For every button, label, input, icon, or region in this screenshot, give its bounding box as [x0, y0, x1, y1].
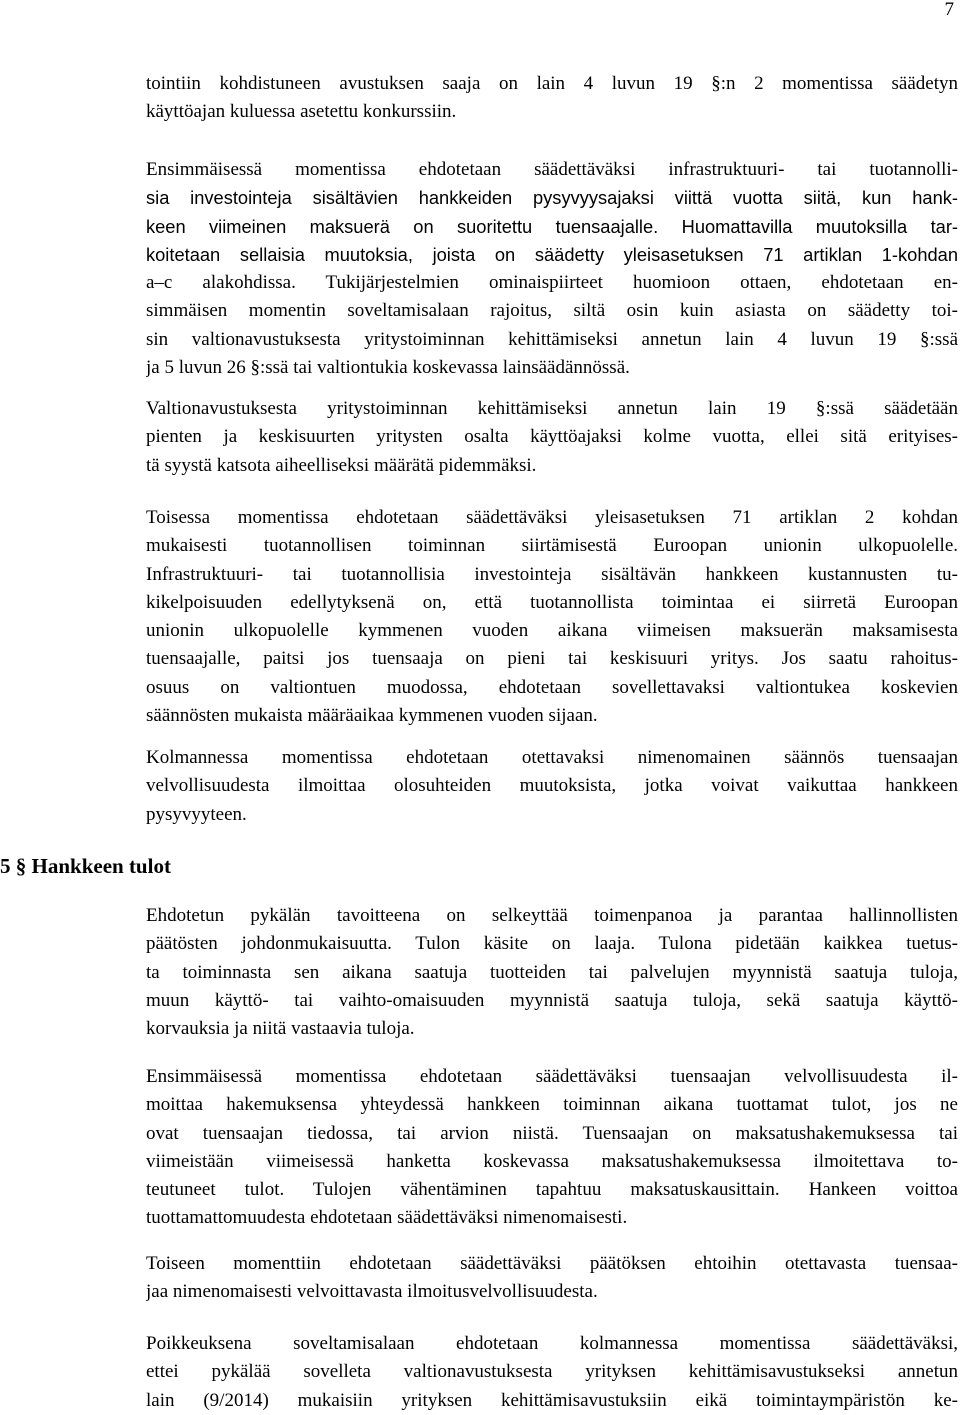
text-line: koitetaan sellaisia muutoksia, joista on säädetty yleisasetuksen 71 artiklan 1-kohdan: [146, 243, 958, 265]
text-line: ovat tuensaajan tiedossa, tai arvion niistä. Tuensaajan on maksatushakemuksessa tai: [146, 1122, 958, 1144]
text-line: käyttöajan kuluessa asetettu konkurssiin.: [146, 101, 457, 123]
text-line: Ehdotetun pykälän tavoitteena on selkeyttää toimenpanoa ja parantaa hallinnollisten: [146, 905, 958, 926]
page-number: 7: [944, 0, 954, 20]
text-line: osuus on valtiontuen muodossa, ehdotetaan sovellettavaksi valtiontukea koskevien: [146, 676, 958, 698]
text-line: Toiseen momenttiin ehdotetaan säädettäväksi päätöksen ehtoihin otettavasta tuensaa-: [146, 1253, 958, 1274]
text-line: Poikkeuksena soveltamisalaan ehdotetaan kolmannessa momentissa säädettäväksi,: [146, 1333, 958, 1354]
text-line: velvollisuudesta ilmoittaa olosuhteiden muutoksista, jotka voivat vaikuttaa hankkeen: [146, 775, 958, 797]
text-line: sin valtionavustuksesta yritystoiminnan kehittämiseksi annetun lain 4 luvun 19 §:ssä: [146, 328, 958, 350]
text-line: tuensaajalle, paitsi jos tuensaaja on pieni tai keskisuuri yritys. Jos saatu rahoitus-: [146, 648, 958, 670]
text-line: Ensimmäisessä momentissa ehdotetaan säädettäväksi infrastruktuuri- tai tuotannolli-: [146, 159, 958, 180]
text-line: säännösten mukaista määräaikaa kymmenen vuoden sijaan.: [146, 705, 598, 727]
paragraph-4: [146, 504, 958, 730]
text-line: Toisessa momentissa ehdotetaan säädettäväksi yleisasetuksen 71 artiklan 2 kohdan: [146, 507, 958, 528]
text-line: simmäisen momentin soveltamisalaan rajoitus, siltä osin kuin asiasta on säädetty toi-: [146, 300, 958, 322]
text-line: tointiin kohdistuneen avustuksen saaja on lain 4 luvun 19 §:n 2 momentissa säädetyn: [146, 73, 958, 94]
text-line: lain (9/2014) mukaisiin yrityksen kehittämisavustuksiin eikä toimintaympäristön ke-: [146, 1389, 958, 1411]
text-line: tä syystä katsota aiheelliseksi määrätä pidemmäksi.: [146, 454, 537, 476]
text-line: moittaa hakemuksensa yhteydessä hankkeen toiminnan aikana tuottamat tulot, jos ne: [146, 1094, 958, 1116]
text-line: Infrastruktuuri- tai tuotannollisia investointeja sisältävän hankkeen kustannusten tu-: [146, 563, 958, 585]
paragraph-2: [146, 156, 958, 382]
text-line: viimeistään viimeisessä hanketta koskevassa maksatushakemuksessa ilmoitettava to-: [146, 1150, 958, 1172]
paragraph-6: [146, 902, 958, 1043]
section-heading: 5 § Hankkeen tulot: [0, 854, 171, 878]
text-line: korvauksia ja niitä vastaavia tuloja.: [146, 1018, 415, 1040]
text-line: mukaisesti tuotannollisen toiminnan siirtämisestä Euroopan unionin ulkopuolelle.: [146, 535, 958, 557]
text-line: Kolmannessa momentissa ehdotetaan otettavaksi nimenomainen säännös tuensaajan: [146, 747, 958, 768]
text-line: muun käyttö- tai vaihto-omaisuuden myynnistä saatuja tuloja, sekä saatuja käyttö-: [146, 989, 958, 1011]
text-line: Ensimmäisessä momentissa ehdotetaan säädettäväksi tuensaajan velvollisuudesta il-: [146, 1066, 958, 1087]
text-line: jaa nimenomaisesti velvoittavasta ilmoitusvelvollisuudesta.: [146, 1281, 598, 1303]
text-line: keen viimeinen maksuerä on suoritettu tuensaajalle. Huomattavilla muutoksilla tar-: [146, 215, 958, 237]
paragraph-1: [146, 70, 958, 127]
text-line: päätösten johdonmukaisuutta. Tulon käsite on laaja. Tulona pidetään kaikkea tuetus-: [146, 933, 958, 955]
text-line: ja 5 luvun 26 §:ssä tai valtiontukia koskevassa lainsäädännössä.: [146, 357, 630, 379]
text-line: sia investointeja sisältävien hankkeiden pysyvyysajaksi viittä vuotta siitä, kun hank-: [146, 187, 958, 209]
text-line: pienten ja keskisuurten yritysten osalta käyttöajaksi kolme vuotta, ellei sitä erityises-: [146, 426, 958, 448]
text-line: unionin ulkopuolelle kymmenen vuoden aikana viimeisen maksuerän maksamisesta: [146, 620, 958, 642]
text-line: tuottamattomuudesta ehdotetaan säädettäväksi nimenomaisesti.: [146, 1207, 628, 1229]
paragraph-8: [146, 1250, 958, 1307]
paragraph-3: [146, 395, 958, 480]
text-line: Valtionavustuksesta yritystoiminnan kehittämiseksi annetun lain 19 §:ssä säädetään: [146, 398, 958, 419]
text-line: ta toiminnasta sen aikana saatuja tuotteiden tai palvelujen myynnistä saatuja tuloja,: [146, 961, 958, 983]
text-line: kikelpoisuuden edellytyksenä on, että tuotannollista toimintaa ei siirretä Euroopan: [146, 591, 958, 613]
paragraph-9: [146, 1330, 958, 1415]
text-line: ettei pykälää sovelleta valtionavustuksesta yrityksen kehittämisavustukseksi annetun: [146, 1361, 958, 1383]
text-line: a–c alakohdissa. Tukijärjestelmien ominaispiirteet huomioon ottaen, ehdotetaan en-: [146, 272, 958, 294]
text-line: teutuneet tulot. Tulojen vähentäminen tapahtuu maksatuskausittain. Hankeen voittoa: [146, 1179, 958, 1201]
text-line: pysyvyyteen.: [146, 803, 247, 825]
paragraph-7: [146, 1063, 958, 1233]
paragraph-5: [146, 744, 958, 829]
